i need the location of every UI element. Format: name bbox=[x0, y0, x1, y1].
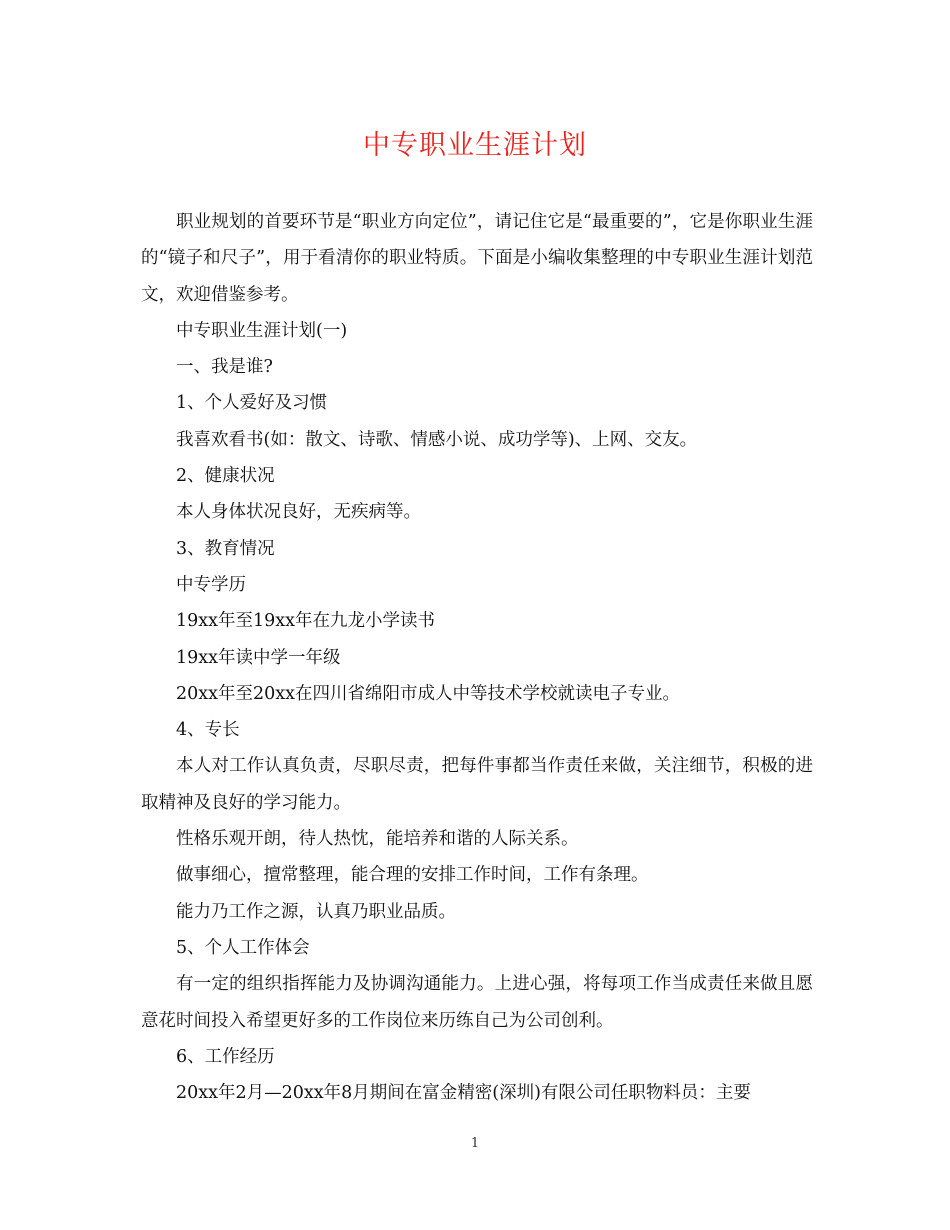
paragraph: 本人身体状况良好，无疾病等。 bbox=[176, 502, 421, 523]
item-heading: 2、健康状况 bbox=[176, 466, 275, 487]
paragraph: 性格乐观开朗，待人热忱，能培养和谐的人际关系。 bbox=[176, 829, 579, 850]
subsection-heading: 一、我是谁? bbox=[176, 357, 273, 378]
paragraph: 19xx年至19xx年在九龙小学读书 bbox=[176, 611, 436, 632]
item-heading: 1、个人爱好及习惯 bbox=[176, 393, 328, 414]
page-number: 1 bbox=[470, 1136, 480, 1151]
section-heading: 中专职业生涯计划(一) bbox=[176, 320, 348, 341]
item-heading: 6、工作经历 bbox=[176, 1046, 275, 1067]
paragraph: 20xx年2月—20xx年8月期间在富金精密(深圳)有限公司任职物料员：主要 bbox=[176, 1083, 751, 1104]
intro-paragraph: 职业规划的首要环节是“职业方向定位”，请记住它是“最重要的”，它是你职业生涯的“镜子和尺子”，用于看清你的职业特质。下面是小编收集整理的中专职业生涯计划范文，欢迎借鉴参考。 bbox=[141, 212, 813, 305]
paragraph: 中专学历 bbox=[176, 574, 246, 595]
paragraph: 能力乃工作之源，认真乃职业品质。 bbox=[176, 901, 456, 922]
item-heading: 4、专长 bbox=[176, 720, 240, 741]
item-heading: 3、教育情况 bbox=[176, 538, 275, 559]
paragraph: 我喜欢看书(如：散文、诗歌、情感小说、成功学等)、上网、交友。 bbox=[176, 429, 698, 450]
item-heading: 5、个人工作体会 bbox=[176, 937, 310, 958]
paragraph: 19xx年读中学一年级 bbox=[176, 647, 341, 668]
paragraph: 20xx年至20xx在四川省绵阳市成人中等技术学校就读电子专业。 bbox=[176, 683, 681, 704]
paragraph: 本人对工作认真负责，尽职尽责，把每件事都当作责任来做，关注细节，积极的进取精神及良好的学习能力。 bbox=[141, 756, 813, 813]
page-title: 中专职业生涯计划 bbox=[363, 130, 587, 161]
paragraph: 有一定的组织指挥能力及协调沟通能力。上进心强，将每项工作当成责任来做且愿意花时间投入希望更好多的工作岗位来历练自己为公司创利。 bbox=[141, 974, 813, 1031]
paragraph: 做事细心，擅常整理，能合理的安排工作时间，工作有条理。 bbox=[176, 865, 649, 886]
document-body bbox=[141, 204, 813, 1111]
